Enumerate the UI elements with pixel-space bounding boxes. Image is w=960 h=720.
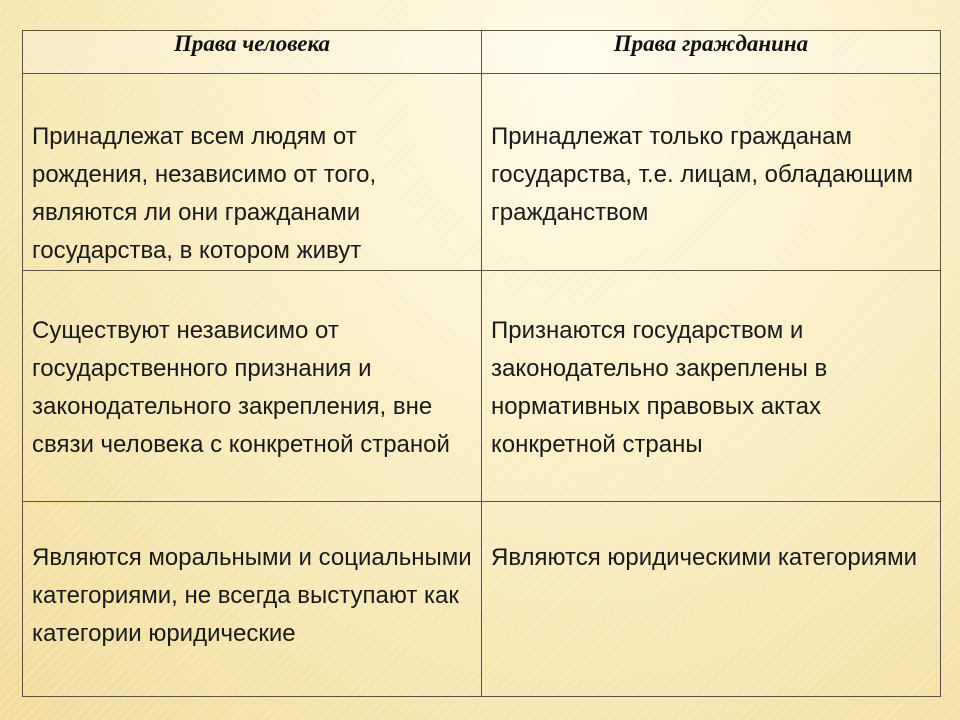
cell-human-rights [23, 502, 482, 697]
comparison-table [22, 30, 941, 697]
cell-text: Являются юридическими категориями [491, 544, 918, 571]
table-row [23, 74, 941, 271]
cell-text: Принадлежат только гражданам государства, т.е. лицам, обладающим гражданством [491, 123, 914, 226]
cell-text: Признаются государством и законодательно закреплены в нормативных правовых актах конкретной страны [491, 317, 828, 458]
table-header-row [23, 31, 941, 74]
cell-text: Являются моральными и социальными категориями, не всегда выступают как категории юридические [32, 544, 472, 647]
cell-citizen-rights [482, 502, 941, 697]
cell-text: Существуют независимо от государственного признания и законодательного закрепления, вне связи человека с конкретной страной [32, 317, 450, 458]
cell-text: Принадлежат всем людям от рождения, независимо от того, являются ли они гражданами государства, в котором живут [32, 123, 377, 264]
cell-citizen-rights [482, 74, 941, 271]
table-row [23, 271, 941, 502]
table-row [23, 502, 941, 697]
cell-citizen-rights [482, 271, 941, 502]
cell-human-rights [23, 271, 482, 502]
header-human-rights: Права человека [23, 31, 482, 74]
header-citizen-rights: Права гражданина [482, 31, 941, 74]
cell-human-rights [23, 74, 482, 271]
